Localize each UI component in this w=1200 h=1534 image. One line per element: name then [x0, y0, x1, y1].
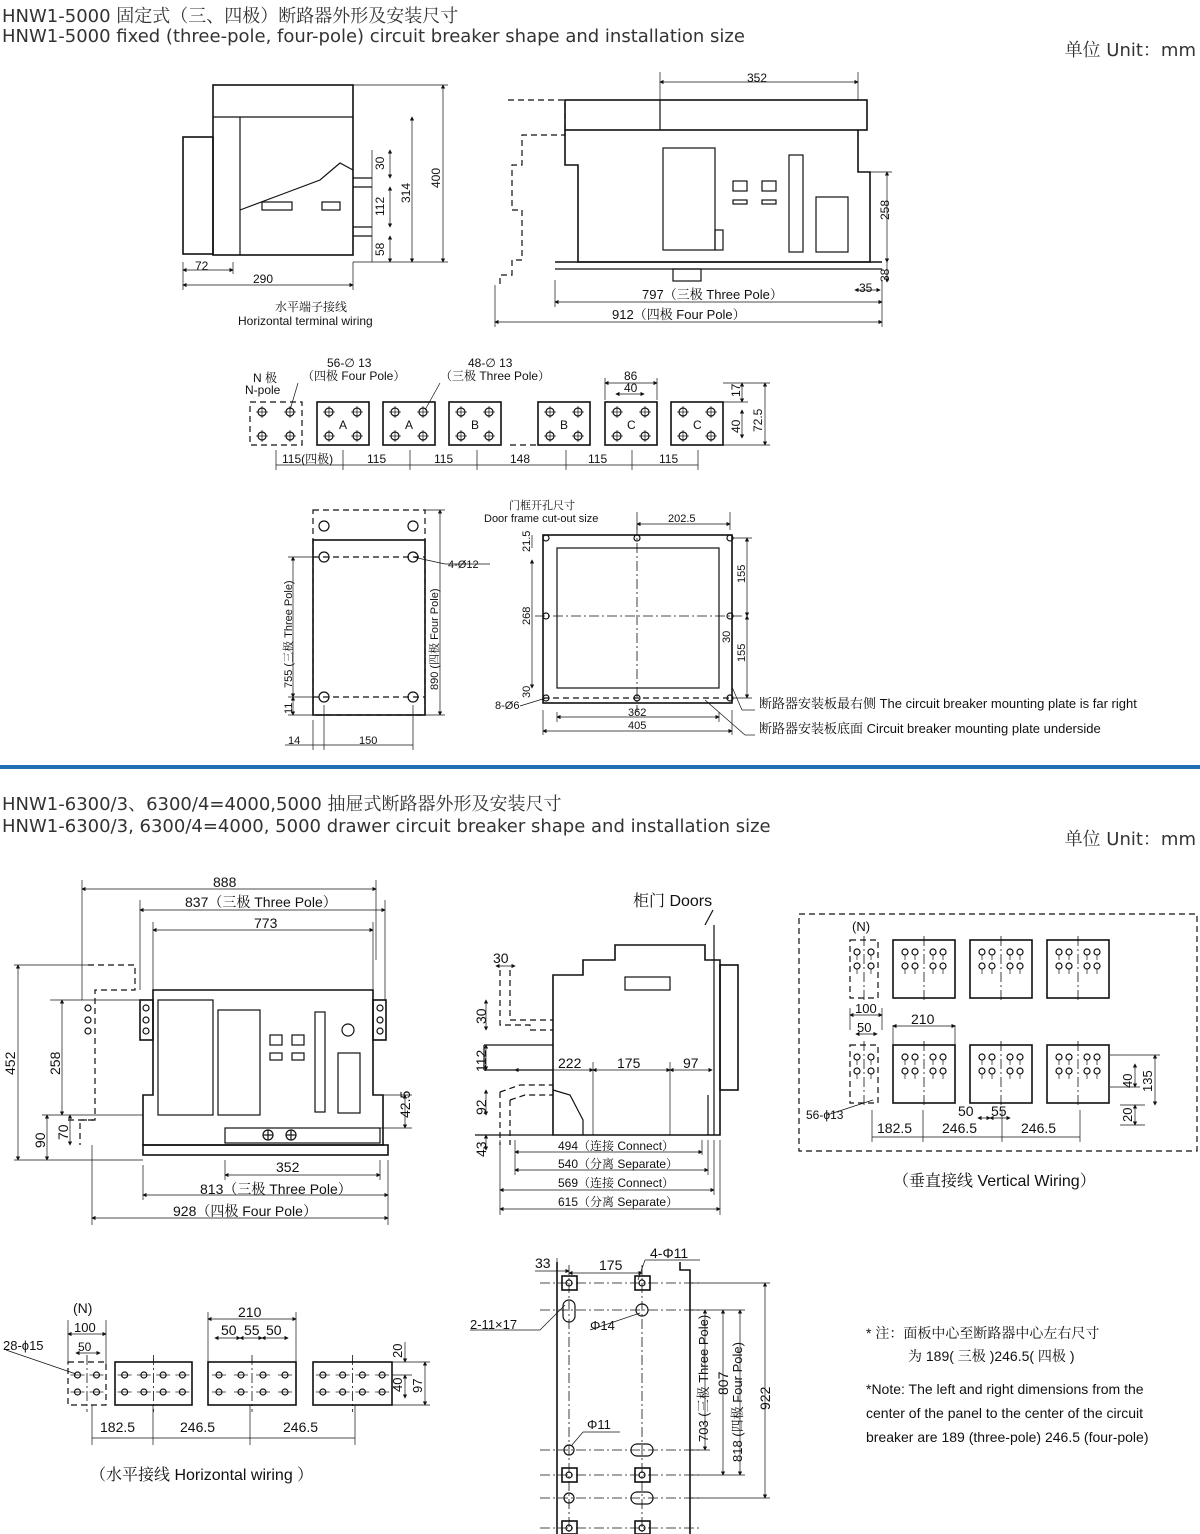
- s1-terminal-npole: [250, 402, 302, 445]
- s2-plate-dim-807: 807: [715, 1371, 731, 1395]
- s1-front-width-4p: 912（四极 Four Pole）: [612, 307, 746, 322]
- s1-npole-cn: N 极: [253, 371, 278, 385]
- s2-vert-dim-50a: 50: [857, 1020, 872, 1035]
- s2-horiz-terminal-block: [115, 1355, 192, 1412]
- s1-term-space-3: 148: [510, 452, 531, 466]
- s2-plate-phi14: Φ14: [590, 1318, 615, 1333]
- s2-vert-dim-20: 20: [1120, 1107, 1135, 1122]
- s2-side-dim-30a: 30: [493, 950, 509, 966]
- s1-door-dim-155a: 155: [736, 564, 748, 583]
- s1-terminal-block: [671, 402, 723, 445]
- s2-plate-slots: 2-11×17: [470, 1317, 518, 1332]
- s2-side-bottom-615: 615（分离 Separate）: [558, 1195, 679, 1209]
- s2-vert-dim-2465a: 246.5: [942, 1120, 978, 1136]
- s1-phase-label: B: [471, 418, 480, 432]
- s1-terminal-block: [538, 402, 590, 445]
- s1-front-view: [495, 71, 892, 327]
- s1-door-dim-362: 362: [628, 707, 647, 719]
- s1-door-frame: [484, 498, 1137, 736]
- s2-horiz-dim-210: 210: [238, 1304, 262, 1320]
- s1-mount-dim-150: 150: [359, 735, 378, 747]
- s2-side-dim-222: 222: [558, 1055, 582, 1071]
- s1-term-space-5: 115: [659, 452, 679, 466]
- s2-vert-holes: 56-ϕ13: [806, 1108, 844, 1122]
- s2-horiz-dim-2465a: 246.5: [180, 1419, 216, 1435]
- s1-term-space-0: 115(四极): [282, 452, 334, 466]
- s2-plate-dim-922: 922: [757, 1386, 773, 1410]
- s2-front-dim-425: 42.5: [397, 1090, 413, 1118]
- s2-note-cn1: * 注：面板中心至断路器中心左右尺寸: [866, 1325, 1100, 1341]
- s1-side-caption-cn: 水平端子接线: [275, 300, 348, 314]
- s2-side-dim-92: 92: [473, 1099, 489, 1115]
- s1-phase-label: B: [560, 418, 569, 432]
- s1-door-dim-268: 268: [521, 606, 533, 625]
- s2-horiz-terminal-block: [313, 1355, 392, 1412]
- s1-term-space-2: 115: [434, 452, 454, 466]
- s2-front-width-3p: 813（三极 Three Pole）: [200, 1181, 352, 1197]
- s2-front-width-4p: 928（四极 Four Pole）: [173, 1203, 317, 1219]
- s1-terminal-row: [245, 356, 770, 470]
- s1-mount-holes: 4-Ø12: [448, 559, 479, 571]
- s1-side-dim-72: 72: [195, 259, 209, 273]
- s1-door-title-en: Door frame cut-out size: [484, 513, 599, 525]
- s2-front-view: [2, 874, 413, 1225]
- s1-mount-dim-4p: 890 (四极 Four Pole): [429, 588, 441, 690]
- s2-horiz-dim-2465b: 246.5: [283, 1419, 319, 1435]
- s1-door-dim-405: 405: [628, 720, 647, 732]
- s2-side-dim-112: 112: [473, 1049, 489, 1072]
- s2-side-bottom-569: 569（连接 Connect）: [558, 1176, 675, 1190]
- s2-side-dim-30b: 30: [473, 1008, 489, 1024]
- s2-horiz-n: (N): [73, 1300, 93, 1316]
- section2-unit: 单位 Unit：mm: [1064, 829, 1196, 850]
- s2-side-bottom-540: 540（分离 Separate）: [558, 1157, 679, 1171]
- s2-horiz-dim-100: 100: [74, 1320, 96, 1335]
- s1-door-dim-30a: 30: [721, 630, 733, 643]
- s2-vert-dim-210: 210: [911, 1011, 935, 1027]
- s1-door-dim-155b: 155: [736, 643, 748, 662]
- s2-side-dim-97: 97: [683, 1055, 699, 1071]
- s1-phase-label: A: [339, 418, 348, 432]
- s2-vert-n: (N): [852, 919, 871, 934]
- s1-phase-label: C: [693, 418, 702, 432]
- s1-mounting-plate: [281, 510, 490, 750]
- s2-side-dim-43: 43: [473, 1141, 489, 1157]
- s2-horiz-dim-97: 97: [410, 1378, 425, 1393]
- s2-vert-dim-50b: 50: [958, 1103, 974, 1119]
- s2-vert-caption: （垂直接线 Vertical Wiring）: [893, 1173, 1096, 1190]
- s1-door-dim-215: 21.5: [521, 530, 533, 552]
- s1-mount-dim-14: 14: [288, 735, 301, 747]
- s1-holes-3p-note: （三极 Three Pole）: [440, 369, 551, 383]
- s2-plate-dim-818: 818 (四极 Four Pole): [730, 1342, 745, 1462]
- s2-note: [866, 1325, 1149, 1445]
- s1-door-holes: 8-Ø6: [495, 700, 520, 712]
- s1-terminal-block: [449, 402, 501, 445]
- s1-holes-3p: 48-∅ 13: [468, 356, 513, 370]
- s2-front-dim-90: 90: [32, 1132, 48, 1148]
- section2-title-en: HNW1-6300/3, 6300/4=4000, 5000 drawer circuit breaker shape and installation size: [2, 816, 771, 837]
- s2-vert-terminal-block: [1047, 936, 1109, 1002]
- s1-phase-label: C: [627, 418, 636, 432]
- s1-terminal-block: [383, 402, 435, 445]
- s1-front-dim-352: 352: [747, 71, 768, 85]
- s2-vert-terminal-block: [850, 936, 878, 1002]
- s1-side-caption-en: Horizontal terminal wiring: [238, 314, 373, 328]
- s2-plate-phi11: Φ11: [587, 1417, 611, 1432]
- s2-horiz-dim-50b: 50: [221, 1322, 237, 1338]
- s2-vert-terminal-block: [970, 936, 1032, 1002]
- s1-term-dim-17: 17: [729, 383, 743, 397]
- s1-term-space-1: 115: [367, 452, 387, 466]
- s1-term-space-4: 115: [588, 452, 608, 466]
- s2-horiz-dim-40: 40: [390, 1377, 405, 1392]
- section2-title-cn: HNW1-6300/3、6300/4=4000,5000 抽屉式断路器外形及安装尺寸: [2, 794, 562, 815]
- s1-side-dim-400: 400: [429, 167, 443, 188]
- s2-horiz-holes: 28-ϕ15: [3, 1338, 44, 1353]
- s2-front-dim-352: 352: [276, 1159, 300, 1175]
- s2-vert-dim-1825: 182.5: [877, 1120, 913, 1136]
- s1-side-dim-112: 112: [373, 196, 387, 216]
- s1-door-dim-2025: 202.5: [668, 513, 696, 525]
- s2-note-en3: breaker are 189 (three-pole) 246.5 (four-pole): [866, 1429, 1149, 1445]
- s2-front-dim-70: 70: [55, 1124, 71, 1140]
- s2-note-cn2: 为 189( 三极 )246.5( 四极 ): [908, 1348, 1075, 1364]
- s1-side-dim-314: 314: [399, 182, 413, 203]
- section1-title-cn: HNW1-5000 固定式（三、四极）断路器外形及安装尺寸: [2, 6, 459, 27]
- s2-vertical-wiring: [799, 914, 1197, 1190]
- s1-door-note1: 断路器安装板最右侧 The circuit breaker mounting plate is far right: [759, 696, 1137, 711]
- s1-phase-label: A: [405, 418, 414, 432]
- s2-horizontal-wiring: [3, 1300, 430, 1484]
- section1-title-en: HNW1-5000 fixed (three-pole, four-pole) circuit breaker shape and installation size: [2, 26, 745, 47]
- s1-npole-en: N-pole: [245, 383, 281, 397]
- s1-terminal-block: [605, 402, 657, 445]
- s2-front-dim-773: 773: [254, 915, 278, 931]
- s1-side-dim-290: 290: [253, 272, 274, 286]
- s2-vert-terminal-block: [893, 1041, 955, 1107]
- s1-term-dim-40: 40: [624, 381, 638, 395]
- s2-vert-terminal-block: [893, 936, 955, 1002]
- s1-side-view: [183, 85, 448, 328]
- s2-horiz-terminal-block: [68, 1355, 106, 1412]
- s2-horiz-dim-50c: 50: [266, 1322, 282, 1338]
- s2-front-dim-888: 888: [213, 874, 237, 890]
- s1-holes-4p-note: （四极 Four Pole）: [302, 369, 406, 383]
- s1-front-dim-35: 35: [859, 281, 873, 295]
- s2-side-dim-175: 175: [617, 1055, 641, 1071]
- s2-side-doors: 柜门 Doors: [633, 893, 713, 910]
- s2-mounting-plate: [470, 1245, 773, 1534]
- s2-note-en2: center of the panel to the center of the circuit: [866, 1405, 1144, 1421]
- s2-vert-dim-135: 135: [1140, 1070, 1155, 1092]
- s1-door-note2: 断路器安装板底面 Circuit breaker mounting plate underside: [759, 721, 1101, 736]
- s1-door-dim-30b: 30: [521, 685, 533, 698]
- s2-plate-dim-33: 33: [535, 1255, 551, 1271]
- s1-terminal-block: [317, 402, 369, 445]
- s2-plate-holes: 4-Φ11: [650, 1245, 689, 1261]
- s1-term-dim-86: 86: [624, 369, 638, 383]
- s1-mount-dim-11: 11: [283, 702, 295, 714]
- s1-side-dim-30: 30: [373, 156, 387, 170]
- s2-plate-dim-703: 703 (三极 Three Pole): [696, 1314, 711, 1442]
- s2-horiz-terminal-block: [208, 1355, 296, 1412]
- s2-vert-terminal-block: [1047, 1041, 1109, 1107]
- s1-mount-dim-3p: 755 (三极 Three Pole): [283, 580, 295, 688]
- s2-horiz-caption: （水平接线 Horizontal wiring ）: [90, 1467, 314, 1484]
- s1-front-dim-258: 258: [878, 199, 892, 220]
- s2-vert-dim-55: 55: [991, 1103, 1007, 1119]
- s1-holes-4p: 56-∅ 13: [327, 356, 372, 370]
- s1-side-dim-58: 58: [373, 242, 387, 256]
- s1-term-dim-40v: 40: [729, 419, 743, 433]
- section1-unit: 单位 Unit：mm: [1064, 40, 1196, 61]
- s2-vert-dim-40: 40: [1120, 1073, 1135, 1088]
- s2-horiz-dim-20: 20: [390, 1343, 405, 1358]
- s1-term-dim-725: 72.5: [751, 408, 765, 432]
- s2-vert-dim-100: 100: [855, 1001, 877, 1016]
- s2-front-dim-258: 258: [47, 1051, 63, 1075]
- s1-door-title-cn: 门框开孔尺寸: [509, 500, 575, 512]
- s1-front-width-3p: 797（三极 Three Pole）: [642, 287, 783, 302]
- s2-front-dim-837: 837（三极 Three Pole）: [185, 894, 337, 910]
- s2-vert-terminal-block: [850, 1041, 878, 1107]
- s1-front-dim-38: 38: [878, 268, 892, 282]
- s2-note-en1: *Note: The left and right dimensions from the: [866, 1381, 1144, 1397]
- s2-side-view: [473, 892, 738, 1215]
- s2-front-dim-452: 452: [2, 1051, 18, 1075]
- s2-side-bottom-494: 494（连接 Connect）: [558, 1139, 675, 1153]
- s2-horiz-dim-55: 55: [244, 1322, 260, 1338]
- s2-vert-dim-2465b: 246.5: [1021, 1120, 1057, 1136]
- s2-horiz-dim-50a: 50: [78, 1340, 92, 1354]
- s2-horiz-dim-1825: 182.5: [100, 1419, 136, 1435]
- s2-plate-dim-175: 175: [599, 1257, 623, 1273]
- s2-vert-terminal-block: [970, 1041, 1032, 1107]
